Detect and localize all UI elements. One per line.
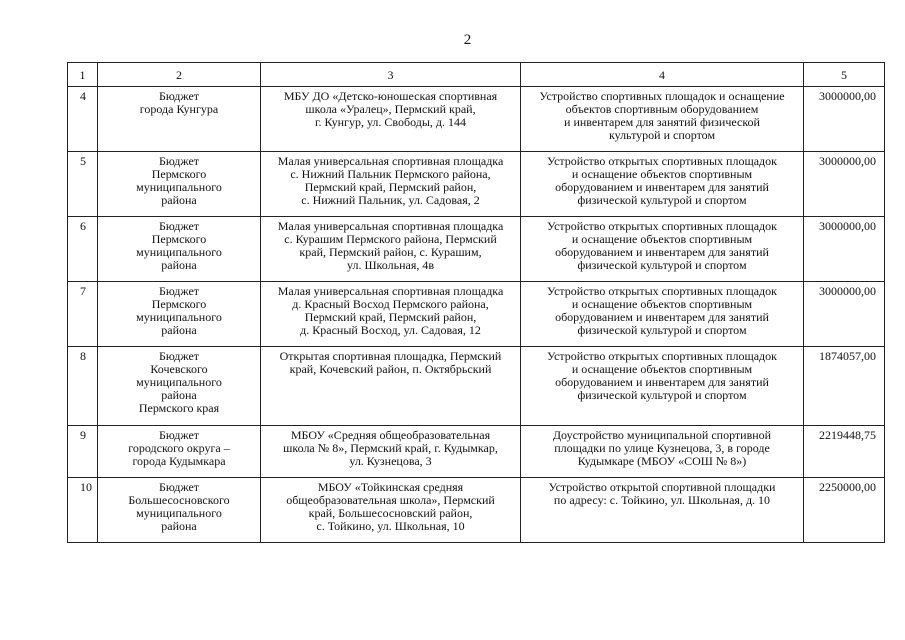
purpose-cell: Устройство спортивных площадок и оснащение объектов спортивным оборудованием и инвентарем для занятий физической культурой и спортом [521,87,804,152]
amount-cell: 3000000,00 [804,217,885,282]
amount-cell: 1874057,00 [804,347,885,426]
purpose-cell: Устройство открытых спортивных площадок и оснащение объектов спортивным оборудованием и инвентарем для занятий физической культурой и спортом [521,152,804,217]
row-number: 4 [68,87,98,152]
table-row [68,426,885,478]
header-cell-5: 5 [804,63,885,87]
row-number: 10 [68,478,98,543]
row-number: 8 [68,347,98,426]
table-row [68,217,885,282]
header-row [68,63,885,87]
row-number: 6 [68,217,98,282]
table-row [68,87,885,152]
header-cell-2: 2 [98,63,261,87]
header-cell-4: 4 [521,63,804,87]
table-row [68,282,885,347]
table-row [68,478,885,543]
funding-table [67,62,885,543]
budget-cell: Бюджет городского округа – города Кудымкара [98,426,261,478]
purpose-cell: Устройство открытых спортивных площадок и оснащение объектов спортивным оборудованием и инвентарем для занятий физической культурой и спортом [521,282,804,347]
object-cell: МБУ ДО «Детско-юношеская спортивная школа «Уралец», Пермский край, г. Кунгур, ул. Свободы, д. 144 [261,87,521,152]
row-number: 7 [68,282,98,347]
table-row [68,347,885,426]
object-cell: Открытая спортивная площадка, Пермский край, Кочевский район, п. Октябрьский [261,347,521,426]
object-cell: Малая универсальная спортивная площадка с. Нижний Пальник Пермского района, Пермский край, Пермский район, с. Нижний Пальник, ул. Садовая, 2 [261,152,521,217]
budget-cell: Бюджет Пермского муниципального района [98,217,261,282]
object-cell: МБОУ «Средняя общеобразовательная школа № 8», Пермский край, г. Кудымкар, ул. Кузнецова, 3 [261,426,521,478]
purpose-cell: Устройство открытых спортивных площадок и оснащение объектов спортивным оборудованием и инвентарем для занятий физической культурой и спортом [521,217,804,282]
purpose-cell: Устройство открытых спортивных площадок и оснащение объектов спортивным оборудованием и инвентарем для занятий физической культурой и спортом [521,347,804,426]
header-cell-1: 1 [68,63,98,87]
purpose-cell: Доустройство муниципальной спортивной площадки по улице Кузнецова, 3, в городе Кудымкаре (МБОУ «СОШ № 8») [521,426,804,478]
page-number: 2 [463,32,472,48]
amount-cell: 3000000,00 [804,152,885,217]
budget-cell: Бюджет города Кунгура [98,87,261,152]
budget-cell: Бюджет Кочевского муниципального района Пермского края [98,347,261,426]
row-number: 9 [68,426,98,478]
budget-cell: Бюджет Пермского муниципального района [98,152,261,217]
budget-cell: Бюджет Большесосновского муниципального района [98,478,261,543]
budget-cell: Бюджет Пермского муниципального района [98,282,261,347]
table-row [68,152,885,217]
amount-cell: 2250000,00 [804,478,885,543]
row-number: 5 [68,152,98,217]
object-cell: Малая универсальная спортивная площадка д. Красный Восход Пермского района, Пермский край, Пермский район, д. Красный Восход, ул. Садовая, 12 [261,282,521,347]
header-cell-3: 3 [261,63,521,87]
amount-cell: 3000000,00 [804,87,885,152]
object-cell: Малая универсальная спортивная площадка с. Курашим Пермского района, Пермский край, Пермский район, с. Курашим, ул. Школьная, 4в [261,217,521,282]
amount-cell: 2219448,75 [804,426,885,478]
amount-cell: 3000000,00 [804,282,885,347]
purpose-cell: Устройство открытой спортивной площадки по адресу: с. Тойкино, ул. Школьная, д. 10 [521,478,804,543]
object-cell: МБОУ «Тойкинская средняя общеобразовательная школа», Пермский край, Большесосновский район, с. Тойкино, ул. Школьная, 10 [261,478,521,543]
